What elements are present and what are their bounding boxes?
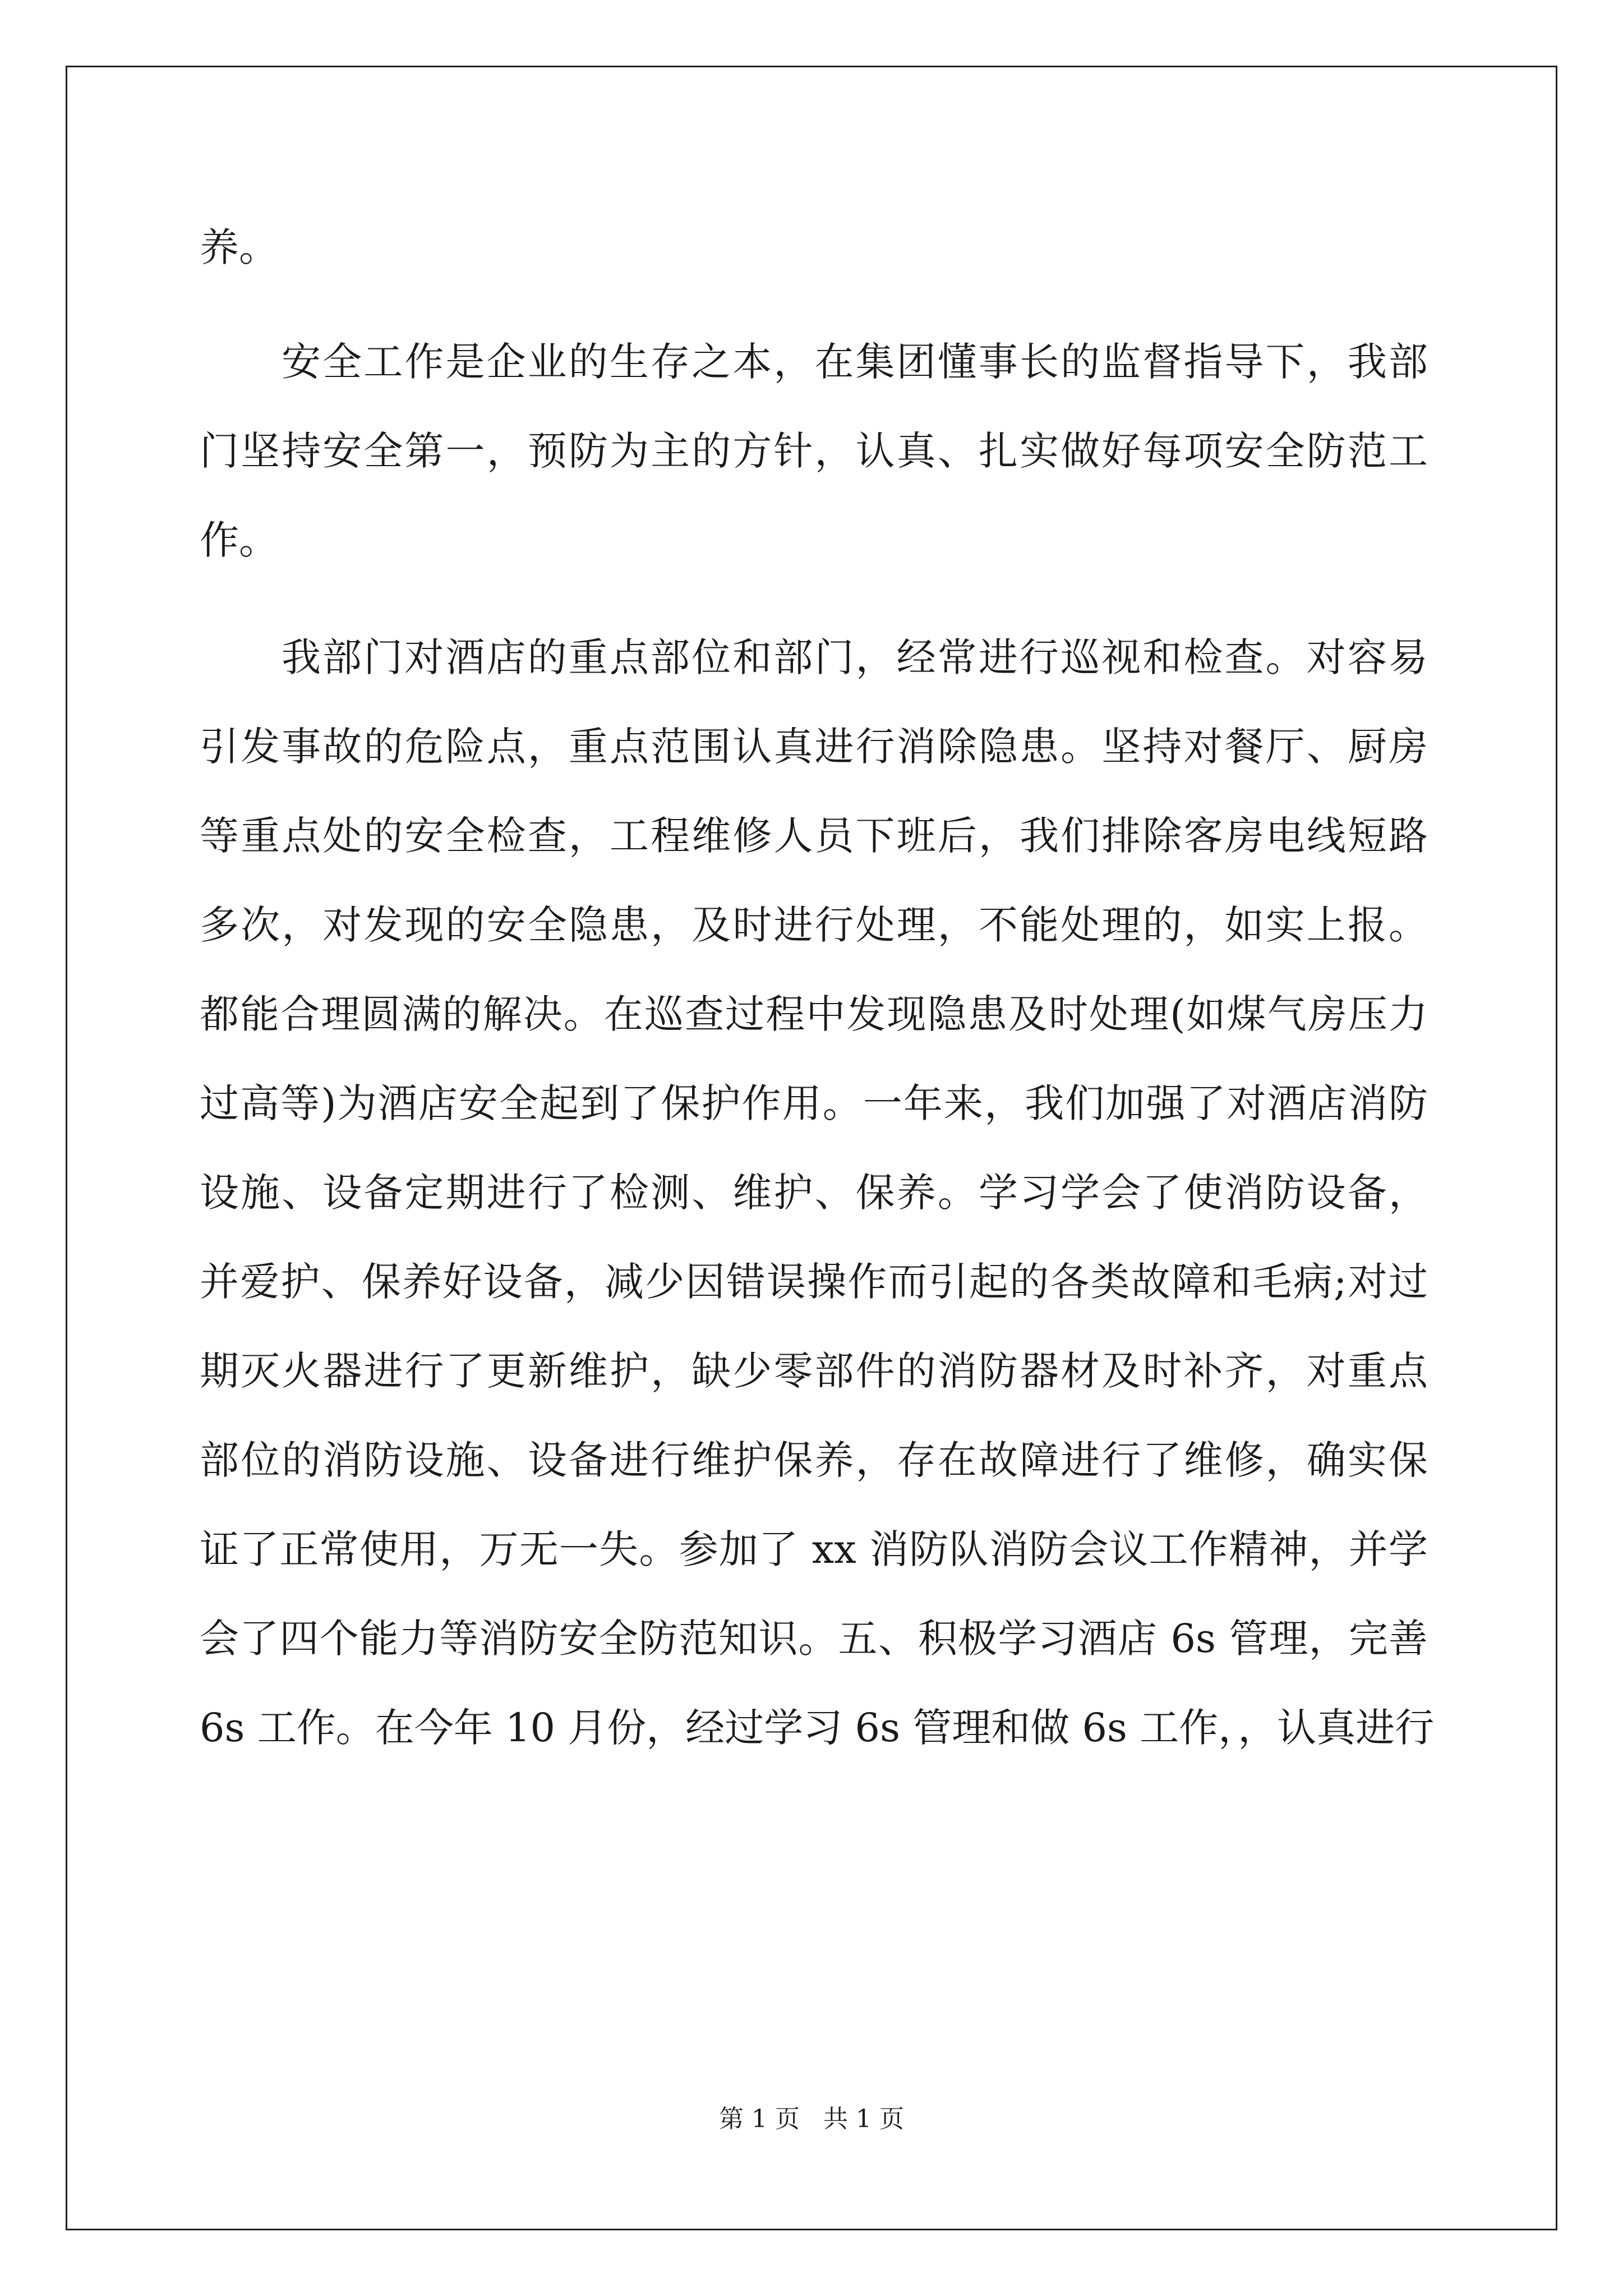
text-line: 引发事故的危险点，重点范围认真进行消除隐患。坚持对餐厅、厨房 — [200, 724, 1428, 770]
paragraph-first-line: 安全工作是企业的生存之本，在集团懂事长的监督指导下，我部 — [282, 339, 1428, 385]
page-footer — [0, 2102, 1623, 2136]
text-line: 门坚持安全第一，预防为主的方针，认真、扎实做好每项安全防范工 — [200, 428, 1428, 474]
text-line: 部位的消防设施、设备进行维护保养，存在故障进行了维修，确实保 — [200, 1437, 1428, 1483]
text-line: 并爱护、保养好设备，减少因错误操作而引起的各类故障和毛病;对过 — [200, 1259, 1428, 1305]
text-line: 都能合理圆满的解决。在巡查过程中发现隐患及时处理(如煤气房压力 — [200, 991, 1428, 1037]
page-total: 共 1 页 — [823, 2105, 904, 2133]
page-number: 第 1 页 — [719, 2105, 800, 2133]
text-line: 期灭火器进行了更新维护，缺少零部件的消防器材及时补齐，对重点 — [200, 1348, 1428, 1394]
text-line: 作。 — [200, 517, 278, 563]
text-line: 6s 工作。在今年 10 月份，经过学习 6s 管理和做 6s 工作，，认真进行 — [200, 1705, 1435, 1751]
text-line: 会了四个能力等消防安全防范知识。五、积极学习酒店 6s 管理，完善 — [200, 1616, 1428, 1662]
text-line: 过高等)为酒店安全起到了保护作用。一年来，我们加强了对酒店消防 — [200, 1080, 1428, 1126]
text-line: 养。 — [200, 224, 278, 270]
text-line: 设施、设备定期进行了检测、维护、保养。学习学会了使消防设备， — [200, 1170, 1428, 1216]
paragraph-first-line: 我部门对酒店的重点部位和部门，经常进行巡视和检查。对容易 — [282, 634, 1428, 680]
text-line: 等重点处的安全检查，工程维修人员下班后，我们排除客房电线短路 — [200, 813, 1428, 859]
text-line: 证了正常使用，万无一失。参加了 xx 消防队消防会议工作精神，并学 — [200, 1526, 1428, 1572]
text-line: 多次，对发现的安全隐患，及时进行处理，不能处理的，如实上报。 — [200, 902, 1428, 948]
page-border — [66, 66, 1557, 2230]
